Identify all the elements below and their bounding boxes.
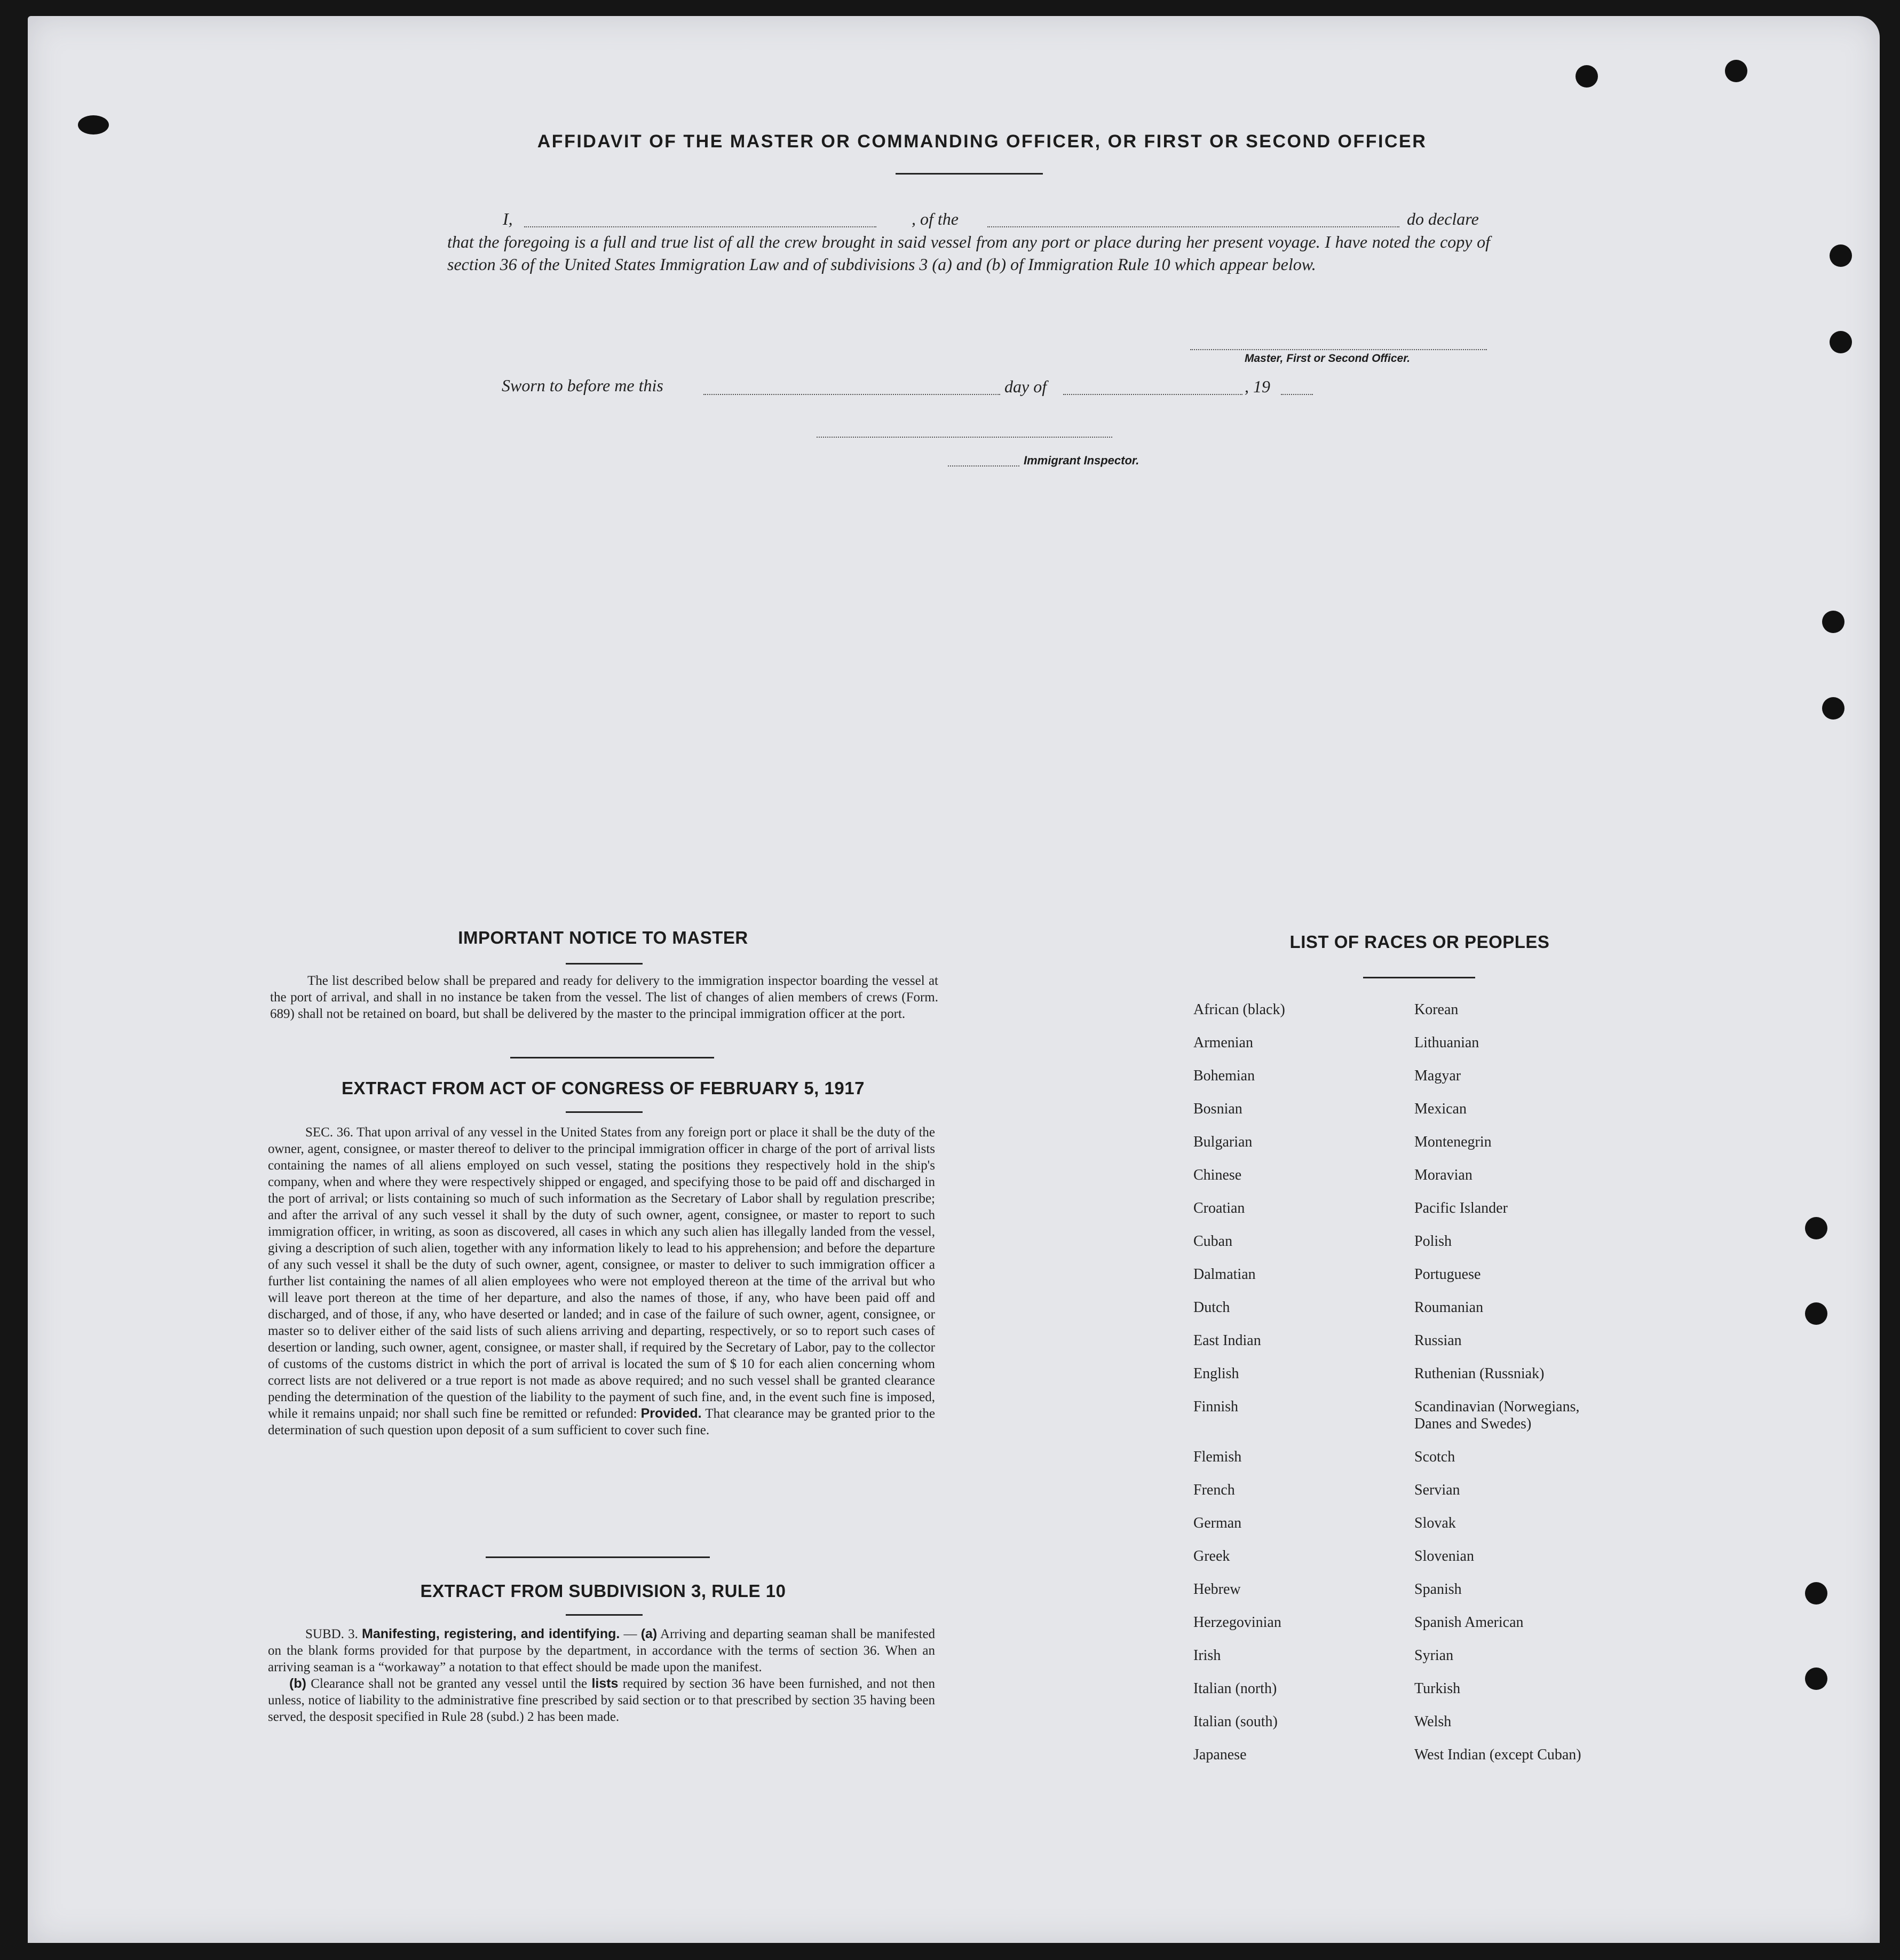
year-prefix: , 19 — [1245, 377, 1270, 396]
punch-hole — [1822, 611, 1844, 633]
race-item: German — [1193, 1515, 1242, 1531]
subd-label: SUBD. 3. — [305, 1627, 358, 1641]
race-item: Lithuanian — [1414, 1034, 1479, 1051]
race-item: Finnish — [1193, 1398, 1239, 1415]
race-item: Servian — [1414, 1482, 1460, 1498]
punch-hole — [1725, 60, 1747, 82]
sec-36-clearance-text: That clearance may be granted prior to the determination of such question upon deposit of a sum sufficient to cover such fine. — [268, 1406, 935, 1437]
races-title-underline — [1363, 977, 1475, 978]
subd-b-lists: lists — [591, 1676, 619, 1691]
punch-hole — [1822, 697, 1844, 720]
race-item: Turkish — [1414, 1680, 1461, 1697]
race-item: Armenian — [1193, 1034, 1253, 1051]
race-item: Russian — [1414, 1332, 1462, 1349]
subd-heading: Manifesting, registering, and identifying. — [362, 1626, 620, 1641]
notice-title-underline — [566, 963, 643, 965]
race-item: Italian (north) — [1193, 1680, 1277, 1697]
race-item: Magyar — [1414, 1068, 1461, 1084]
race-item: Ruthenian (Russniak) — [1414, 1365, 1545, 1382]
declarant-name-blank[interactable] — [524, 226, 876, 227]
punch-hole — [1805, 1302, 1827, 1325]
race-item: Scotch — [1414, 1449, 1455, 1465]
race-item: Dalmatian — [1193, 1266, 1256, 1283]
race-item: Flemish — [1193, 1449, 1242, 1465]
sworn-year-blank[interactable] — [1281, 394, 1313, 395]
race-item: Greek — [1193, 1548, 1230, 1564]
affidavit-body: that the foregoing is a full and true list of all the crew brought in said vessel from any port or place during her present voyage. I have noted the copy of section 36 of the United States Immigration Law and of subdivisions 3 (a) and (b) of Immigration Rule 10 which appear below. — [447, 232, 1490, 274]
punch-hole — [1830, 331, 1852, 353]
race-item: West Indian (except Cuban) — [1414, 1746, 1581, 1763]
vessel-name-blank[interactable] — [987, 226, 1399, 227]
race-item: Portuguese — [1414, 1266, 1481, 1283]
subd-a-text: Arriving and departing seaman shall be manifested on the blank forms provided for that purpose by the department, in accordance with the terms of section 36. When an arriving seaman is a “workaway” a notation to that effect should be made upon the manifest. — [268, 1627, 936, 1674]
subd-dash: — — [620, 1627, 641, 1641]
race-item: Scandinavian (Norwegians, Danes and Swedes) — [1414, 1398, 1580, 1432]
race-item: Croatian — [1193, 1200, 1245, 1216]
notice-paragraph: The list described below shall be prepared and ready for delivery to the immigration inspector boarding the vessel at the port of arrival, and shall in no instance be taken from the vessel. The list of changes of alien members of crews (Form. 689) shall not be retained on board, but shall be delivered by the master to the principal immigration officer at the port. — [270, 974, 938, 1021]
punch-hole — [1805, 1667, 1827, 1690]
sec-36-text: SEC. 36. That upon arrival of any vessel in the United States from any foreign port or place it shall be the duty of the owner, agent, consignee, or master thereof to deliver to the principal immigration officer in charge of the port of arrival lists containing the names of all aliens employed on such vessel, stating the positions they respectively hold in the ship's company, when and where they were respectively shipped or engaged, and specifying those to be paid off and discharged in the port of arrival; or lists containing so much of such information as the Secretary of Labor shall by regulation prescribe; and after the arrival of any such vessel it shall by the duty of such owner, agent, consignee, or master to report to such immigration officer, in writing, as soon as discovered, all cases in which any such alien has illegally landed from the vessel, giving a description of such alien, together with any information likely to lead to his apprehension; and before the departure of any such vessel it shall be the duty of such owner, agent, consignee, or master to deliver to such immigration officer a further list containing the names of all alien employees who were not employed thereon at the time of the arrival but who will leave port thereon at the time of her departure, and also the names of those, if any, who have been paid off and discharged, and of those, if any, who have deserted or landed; and in case of the failure of such owner, agent, consignee, or master so to deliver either of the said lists of such aliens arriving and departing, respectively, or so to report such cases of desertion or landing, such owner, agent, consignee, or master shall, if required by the Secretary of Labor, pay to the collector of customs of the customs district in which the port of arrival is located the sum of $ 10 for each alien concerning whom correct lists are not delivered or a true report is not made as above required; and no such vessel shall be granted clearance pending the determination of the question of the liability to the payment of such fine, and, in the event such fine is imposed, while it remains unpaid; nor shall such fine be remitted or refunded: — [268, 1125, 935, 1421]
sworn-month-blank[interactable] — [1063, 394, 1242, 395]
affidavit-title: AFFIDAVIT OF THE MASTER OR COMMANDING OFFICER, OR FIRST OR SECOND OFFICER — [537, 131, 1427, 152]
race-item: Moravian — [1414, 1167, 1472, 1183]
punch-hole — [1805, 1217, 1827, 1239]
race-item: Chinese — [1193, 1167, 1242, 1183]
act-title: EXTRACT FROM ACT OF CONGRESS OF FEBRUARY 5, 1917 — [342, 1078, 865, 1098]
rule-text — [268, 1626, 935, 1725]
race-item: Bulgarian — [1193, 1134, 1253, 1150]
race-item: Cuban — [1193, 1233, 1233, 1250]
rule-title-underline — [566, 1614, 643, 1616]
act-text — [268, 1124, 935, 1439]
section-divider — [510, 1057, 714, 1058]
notice-text — [270, 973, 938, 1022]
day-of-label: day of — [1004, 377, 1047, 396]
act-title-underline — [566, 1111, 643, 1113]
sworn-day-blank[interactable] — [703, 394, 1000, 395]
subd-a-label: (a) — [640, 1626, 658, 1641]
race-item: Japanese — [1193, 1746, 1247, 1763]
race-item: French — [1193, 1482, 1235, 1498]
race-item: Syrian — [1414, 1647, 1454, 1664]
subd-b-text-1: Clearance shall not be granted any vessel until the — [311, 1677, 588, 1691]
of-the-label: , of the — [912, 209, 959, 228]
do-declare-label: do declare — [1407, 209, 1479, 228]
race-item: Roumanian — [1414, 1299, 1484, 1316]
officer-signature-blank[interactable] — [1190, 349, 1487, 350]
punch-hole — [1830, 244, 1852, 267]
race-item: Bosnian — [1193, 1101, 1242, 1117]
race-item: Polish — [1414, 1233, 1452, 1250]
races-title: LIST OF RACES OR PEOPLES — [1289, 932, 1550, 952]
section-divider — [486, 1556, 710, 1558]
race-item: Slovak — [1414, 1515, 1456, 1531]
race-item: Hebrew — [1193, 1581, 1241, 1598]
race-item: Italian (south) — [1193, 1713, 1278, 1730]
title-underline — [896, 173, 1043, 175]
notice-title: IMPORTANT NOTICE TO MASTER — [458, 928, 748, 947]
race-item: Spanish — [1414, 1581, 1462, 1598]
race-item: Bohemian — [1193, 1068, 1255, 1084]
race-item: Pacific Islander — [1414, 1200, 1508, 1216]
race-item: African (black) — [1193, 1001, 1285, 1018]
sworn-label: Sworn to before me this — [502, 376, 663, 395]
sworn-line — [502, 376, 1324, 399]
race-item: English — [1193, 1365, 1239, 1382]
affidavit-line-1 — [500, 209, 1492, 233]
provided-keyword: Provided. — [640, 1406, 702, 1421]
race-item: East Indian — [1193, 1332, 1261, 1349]
races-left-column — [1193, 1001, 1396, 1780]
race-item: Irish — [1193, 1647, 1221, 1664]
punch-hole — [1805, 1582, 1827, 1605]
race-item: Montenegrin — [1414, 1134, 1492, 1150]
race-item: Dutch — [1193, 1299, 1230, 1316]
ink-blot — [78, 115, 109, 135]
race-item: Korean — [1414, 1001, 1459, 1018]
race-item: Slovenian — [1414, 1548, 1474, 1564]
race-item: Mexican — [1414, 1101, 1467, 1117]
rule-title: EXTRACT FROM SUBDIVISION 3, RULE 10 — [420, 1581, 786, 1601]
officer-signature-label: Master, First or Second Officer. — [1245, 352, 1411, 365]
inspector-signature-blank[interactable] — [817, 437, 1112, 438]
races-right-column — [1414, 1001, 1692, 1780]
race-item: Spanish American — [1414, 1614, 1524, 1631]
punch-hole — [1576, 65, 1598, 88]
subd-b-label: (b) — [289, 1676, 306, 1691]
race-item: Herzegovinian — [1193, 1614, 1281, 1631]
subd-b-text-2: required by section 36 have been furnished, and not then unless, notice of liability to the administrative fine prescribed by said section or to that prescribed by section 35 having been served, the desposit specified in Rule 28 (subd.) 2 has been made. — [268, 1677, 935, 1724]
inspector-name-blank[interactable] — [948, 465, 1019, 467]
declarant-prefix: I, — [503, 209, 513, 228]
inspector-label: Immigrant Inspector. — [1024, 454, 1139, 467]
race-item: Welsh — [1414, 1713, 1452, 1730]
